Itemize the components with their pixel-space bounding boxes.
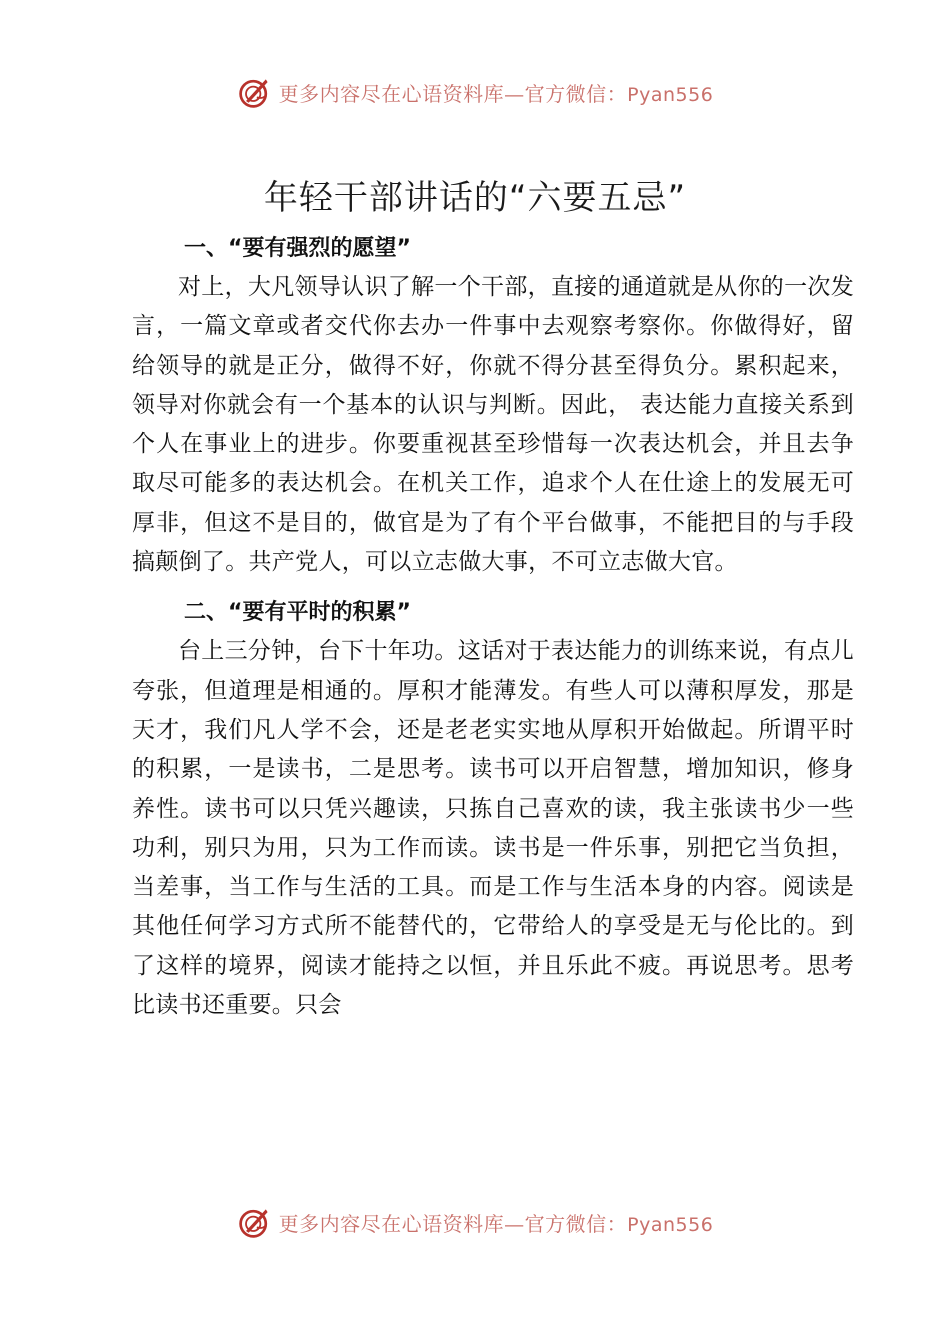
header-banner	[0, 72, 950, 112]
section-paragraph-2: 台上三分钟，台下十年功。这话对于表达能力的训练来说，有点儿夸张，但道理是相通的。厚积才能薄发。有些人可以薄积厚发，那是天才，我们凡人学不会，还是老老实实地从厚积开始做起。所谓平时的积累，一是读书，二是思考。读书可以开启智慧，增加知识，修身养性。读书可以只凭兴趣读，只拣自己喜欢的读，我主张读书少一些功利，别只为用，只为工作而读。读书是一件乐事，别把它当负担，当差事，当工作与生活的工具。而是工作与生活本身的内容。阅读是其他任何学习方式所不能替代的，它带给人的享受是无与伦比的。到了这样的境界，阅读才能持之以恒，并且乐此不疲。再说思考。思考比读书还重要。只会	[132, 638, 854, 1019]
section-heading-2: 二、“要有平时的积累”	[184, 600, 411, 626]
section-paragraph-1: 对上，大凡领导认识了解一个干部，直接的通道就是从你的一次发言，一篇文章或者交代你去办一件事中去观察考察你。你做得好，留给领导的就是正分，做得不好，你就不得分甚至得负分。累积起来，领导对你就会有一个基本的认识与判断。因此， 表达能力直接关系到个人在事业上的进步。你要重视甚至珍惜每一次表达机会，并且去争取尽可能多的表达机会。在机关工作，追求个人在仕途上的发展无可厚非，但这不是目的，做官是为了有个平台做事，不能把目的与手段搞颠倒了。共产党人，可以立志做大事，不可立志做大官。	[132, 274, 854, 576]
section-heading-1: 一、“要有强烈的愿望”	[184, 236, 411, 261]
footer-banner	[0, 1202, 950, 1242]
banner-text: 更多内容尽在心语资料库—官方微信：Pyan556	[278, 81, 714, 106]
logo-icon	[237, 74, 273, 110]
page-title: 年轻干部讲话的“六要五忌”	[263, 178, 687, 218]
document-body	[132, 230, 854, 1037]
banner-text: 更多内容尽在心语资料库—官方微信：Pyan556	[278, 1211, 714, 1236]
logo-icon	[237, 1204, 273, 1240]
